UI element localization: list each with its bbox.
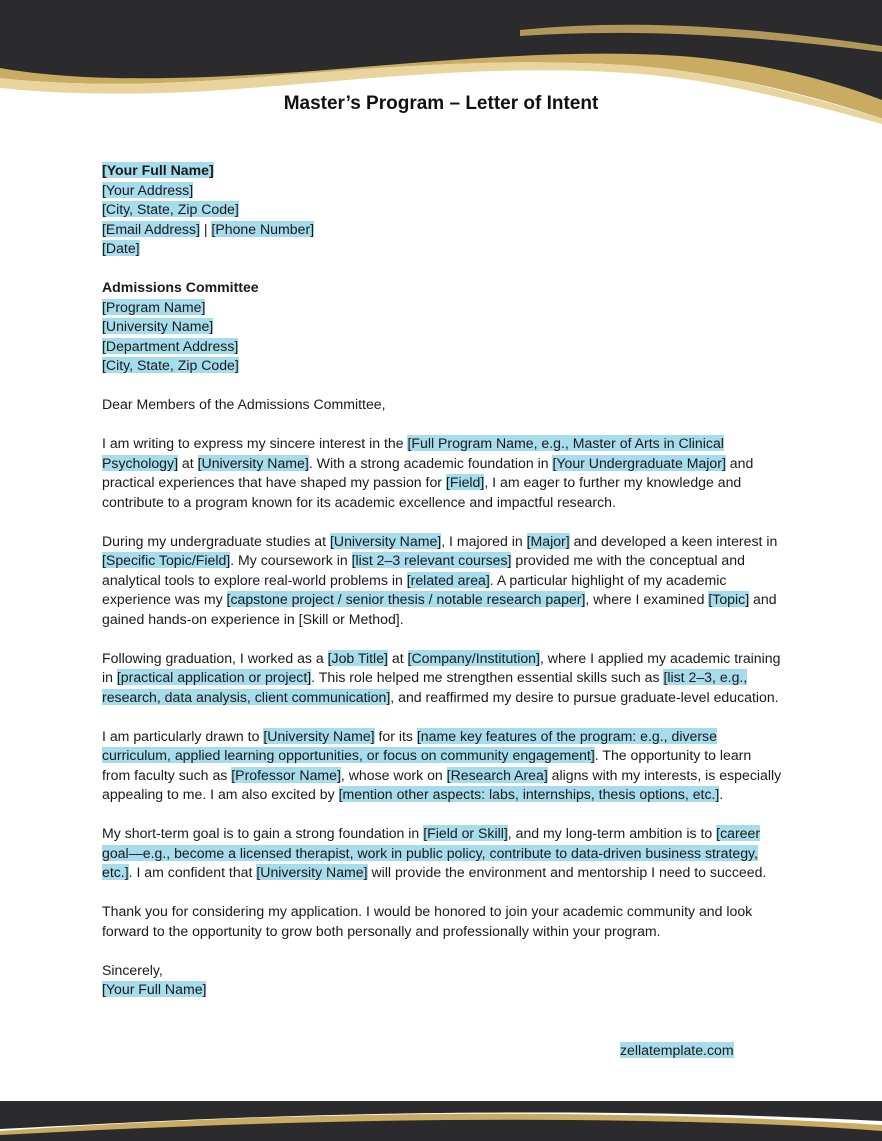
paragraph-text: . The opportunity to learn from faculty such as (102, 747, 752, 783)
closing-block (102, 961, 782, 1000)
paragraph-text: , where I examined (585, 591, 709, 607)
closing: Sincerely, (102, 961, 163, 978)
paragraph-text: . With a strong academic foundation in (308, 454, 553, 471)
sender-city-state-zip: [City, State, Zip Code] (102, 201, 239, 217)
placeholder-highlight: [Topic] (708, 591, 750, 607)
paragraph-5 (102, 824, 782, 883)
paragraph-text: for its (374, 727, 417, 744)
sender-contact-separator: | (199, 220, 212, 237)
paragraph-4 (102, 727, 782, 805)
sender-phone: [Phone Number] (211, 220, 315, 237)
placeholder-highlight: [Professor Name] (231, 766, 341, 783)
sender-email: [Email Address] (102, 220, 200, 237)
paragraph-text: , and reaffirmed my desire to pursue graduate-level education. (390, 688, 779, 705)
placeholder-highlight: [Field or Skill] (423, 825, 508, 841)
placeholder-highlight: [Specific Topic/Field] (102, 552, 231, 568)
recipient-city-state-zip: [City, State, Zip Code] (102, 357, 239, 373)
placeholder-highlight: [Full Program Name, e.g., Master of Arts in Clinical Psychology] (102, 435, 724, 471)
placeholder-highlight: [capstone project / senior thesis / notable research paper] (226, 591, 586, 607)
recipient-heading: Admissions Committee (102, 279, 259, 295)
placeholder-highlight: [practical application or project] (116, 669, 312, 685)
website-text: zellatemplate.com (620, 1042, 734, 1058)
paragraph-text: Following graduation, I worked as a (102, 649, 328, 666)
placeholder-highlight: [Major] (526, 532, 570, 549)
placeholder-highlight: [Research Area] (446, 766, 548, 783)
signature-name: [Your Full Name] (102, 981, 207, 997)
sender-name: [Your Full Name] (102, 162, 214, 178)
placeholder-highlight: [career goal—e.g., become a licensed therapist, work in public policy, contribute to data-driven business strategy, etc.] (102, 825, 761, 880)
placeholder-highlight: [University Name] (263, 727, 375, 744)
paragraph-6 (102, 902, 782, 941)
paragraph-2 (102, 532, 782, 630)
placeholder-highlight: [Field] (445, 474, 485, 490)
footer-wave-decoration (0, 1101, 882, 1141)
paragraph-text: and practical experiences that have shaped my passion for (102, 454, 754, 490)
paragraph-text: . (719, 786, 724, 802)
paragraph-text: . A particular highlight of my academic experience was my (102, 571, 727, 607)
website-watermark (620, 1041, 734, 1061)
paragraph-text: at (178, 454, 198, 471)
recipient-university: [University Name] (102, 318, 214, 334)
paragraph-text: , I majored in (441, 532, 527, 549)
paragraph-text: , where I applied my academic training in (102, 649, 781, 685)
paragraph-text: . My coursework in (230, 552, 352, 568)
paragraph-text: at (387, 649, 408, 666)
paragraph-text: Thank you for considering my application. I would be honored to join your academic community and look forward to the opportunity to grow both personally and professionally within your program. (102, 903, 753, 939)
placeholder-highlight: [name key features of the program: e.g., diverse curriculum, applied learning opportunities, or focus on community engagement] (102, 727, 717, 763)
recipient-block (102, 278, 782, 376)
placeholder-highlight: [Company/Institution] (407, 649, 540, 666)
paragraph-text: and developed a keen interest in (569, 532, 778, 549)
sender-address: [Your Address] (102, 181, 194, 198)
placeholder-highlight: [University Name] (256, 864, 368, 880)
paragraph-text: , I am eager to further my knowledge and contribute to a program known for its academic excellence and impactful research. (102, 474, 742, 510)
placeholder-highlight: [mention other aspects: labs, internships, thesis options, etc.] (338, 786, 720, 802)
paragraph-text: will provide the environment and mentorship I need to succeed. (367, 864, 767, 880)
sender-block (102, 161, 782, 259)
recipient-department-address: [Department Address] (102, 337, 239, 354)
paragraph-text: I am particularly drawn to (102, 727, 264, 744)
page-title: Master’s Program – Letter of Intent (283, 93, 599, 114)
placeholder-highlight: [University Name] (197, 454, 309, 471)
letter-body (102, 161, 782, 1000)
salutation: Dear Members of the Admissions Committee, (102, 396, 386, 412)
placeholder-highlight: [list 2–3 relevant courses] (351, 552, 512, 568)
paragraph-text: and gained hands-on experience in [Skill or Method]. (102, 591, 777, 627)
placeholder-highlight: [University Name] (329, 532, 442, 549)
paragraph-text: , whose work on (340, 766, 447, 783)
paragraph-text: , and my long-term ambition is to (507, 825, 717, 841)
sender-date: [Date] (102, 240, 140, 256)
placeholder-highlight: [list 2–3, e.g., research, data analysis, client communication] (102, 669, 748, 705)
placeholder-highlight: [Job Title] (327, 649, 388, 666)
paragraph-3 (102, 649, 782, 708)
recipient-program: [Program Name] (102, 298, 206, 315)
paragraph-text: I am writing to express my sincere interest in the (102, 435, 408, 451)
placeholder-highlight: [Your Undergraduate Major] (552, 454, 726, 471)
paragraph-text: During my undergraduate studies at (102, 532, 330, 549)
paragraph-text: . This role helped me strengthen essential skills such as (311, 669, 664, 685)
placeholder-highlight: [related area] (406, 571, 490, 588)
paragraph-text: My short-term goal is to gain a strong foundation in (102, 825, 424, 841)
paragraph-text: aligns with my interests, is especially appealing to me. I am also excited by (102, 766, 782, 802)
paragraph-text: . I am confident that (128, 864, 257, 880)
paragraph-1 (102, 434, 782, 512)
paragraph-text: provided me with the conceptual and analytical tools to explore real-world problems in (102, 552, 745, 588)
